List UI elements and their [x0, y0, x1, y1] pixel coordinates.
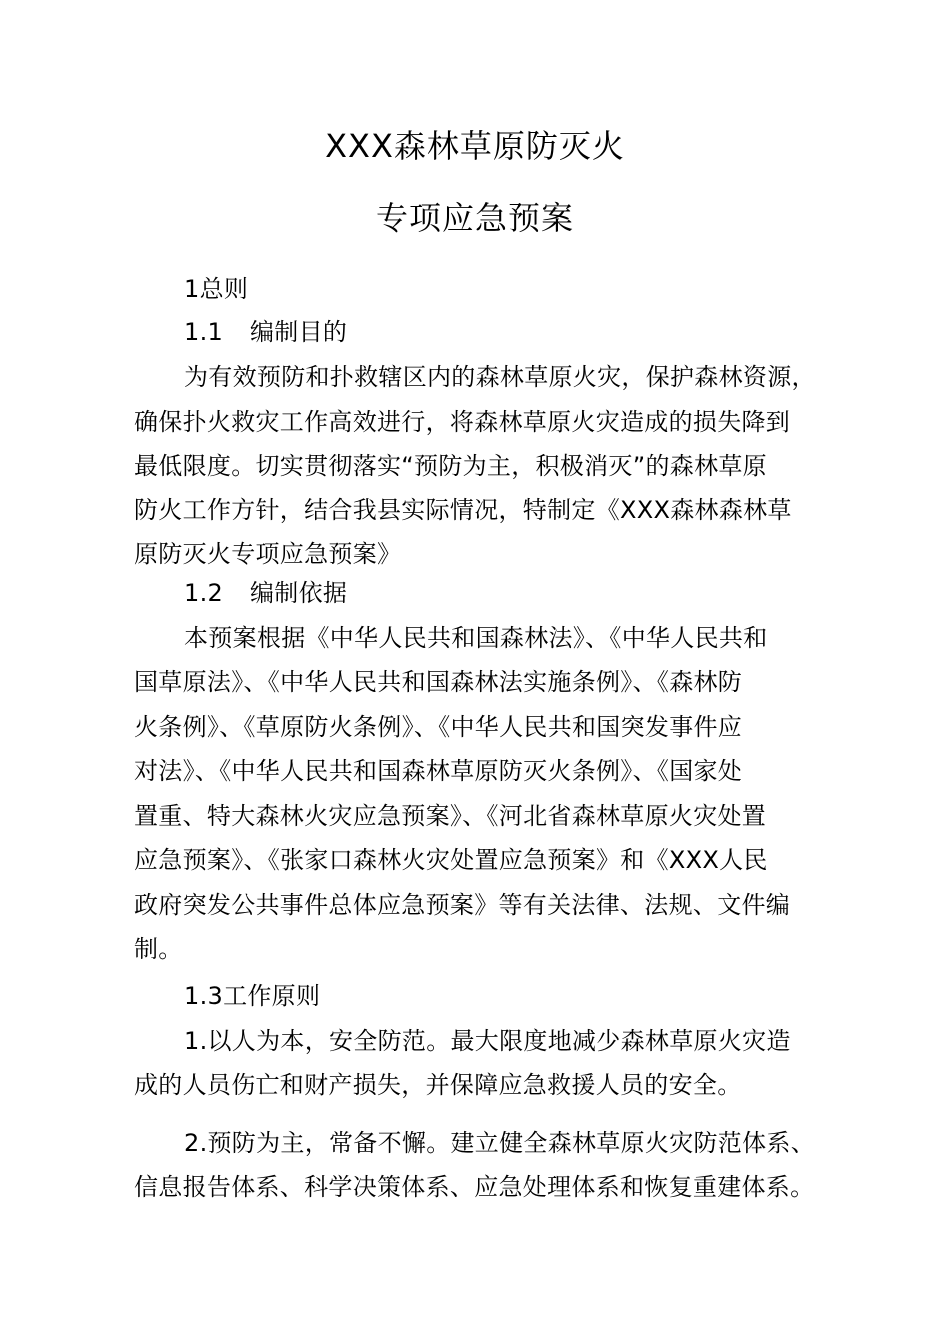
section-number: 1.1: [184, 318, 224, 346]
principle-line: 1.以人为本，安全防范。最大限度地减少森林草原火灾造: [184, 1027, 791, 1055]
paragraph-line: 为有效预防和扑救辖区内的森林草原火灾，保护森林资源，: [184, 363, 816, 391]
paragraph-line: 防火工作方针，结合我县实际情况，特制定《XXX森林森林草: [134, 496, 792, 524]
paragraph-line: 最低限度。切实贯彻落实“预防为主，积极消灭”的森林草原: [134, 452, 767, 480]
paragraph-line: 原防灭火专项应急预案》: [134, 540, 402, 568]
section-heading-1-1: [184, 316, 864, 348]
chapter-heading: 1总则: [184, 275, 249, 303]
section-number: 1.2: [184, 579, 224, 607]
section-title: 编制目的: [250, 318, 348, 346]
principle-line: 2.预防为主，常备不懈。建立健全森林草原火灾防范体系、: [184, 1129, 815, 1157]
paragraph-line: 置重、特大森林火灾应急预案》、《河北省森林草原火灾处置: [134, 802, 767, 830]
section-heading-1-2: [184, 577, 864, 609]
section-heading-1-3: 1.3工作原则: [184, 982, 321, 1010]
section-title: 编制依据: [250, 579, 348, 607]
paragraph-line: 国草原法》、《中华人民共和国森林法实施条例》、《森林防: [134, 668, 743, 696]
paragraph-line: 对法》、《中华人民共和国森林草原防灭火条例》、《国家处: [134, 757, 743, 785]
paragraph-line: 火条例》、《草原防火条例》、《中华人民共和国突发事件应: [134, 713, 743, 741]
document-title-line-1: XXX森林草原防灭火: [325, 127, 625, 165]
paragraph-line: 本预案根据《中华人民共和国森林法》、《中华人民共和: [184, 624, 768, 652]
principle-line: 成的人员伤亡和财产损失，并保障应急救援人员的安全。: [134, 1071, 742, 1099]
document-title-line-2: 专项应急预案: [375, 199, 574, 237]
paragraph-line: 政府突发公共事件总体应急预案》等有关法律、法规、文件编: [134, 891, 791, 919]
paragraph-line: 确保扑火救灾工作高效进行，将森林草原火灾造成的损失降到: [134, 408, 791, 436]
paragraph-line: 应急预案》、《张家口森林火灾处置应急预案》和《XXX人民: [134, 846, 768, 874]
principle-line: 信息报告体系、科学决策体系、应急处理体系和恢复重建体系。: [134, 1173, 815, 1201]
paragraph-line: 制。: [134, 935, 183, 963]
